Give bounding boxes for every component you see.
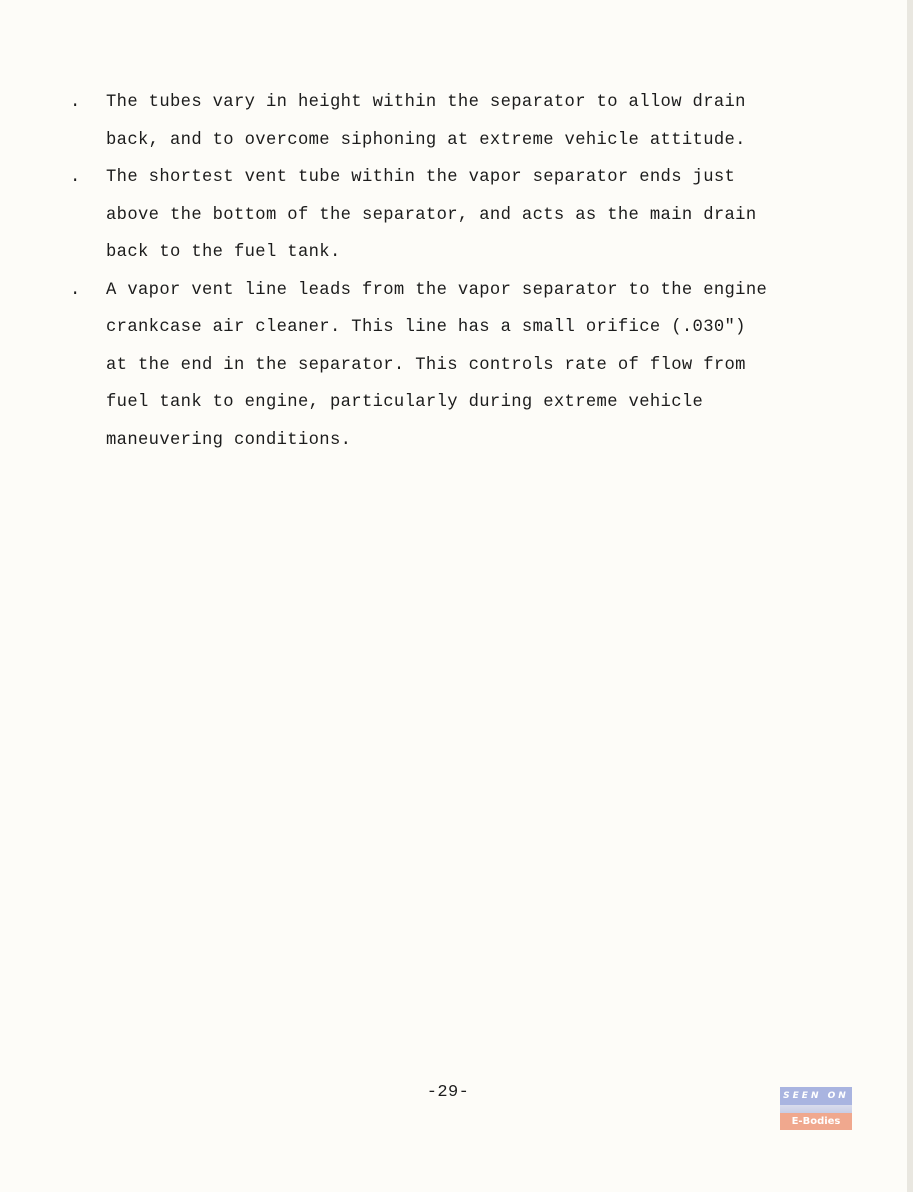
bullet-item xyxy=(70,159,850,272)
bullet-list xyxy=(70,84,850,459)
bullet-text: A vapor vent line leads from the vapor separator to the engine crankcase air cleaner. This line has a small orifice (.030") at the end in the separator. This controls rate of flow from fuel tank to engine, particularly during extreme vehicle maneuvering conditions. xyxy=(106,280,768,450)
page-number: -29- xyxy=(426,1083,470,1102)
bullet-item xyxy=(70,84,850,159)
page-right-edge xyxy=(907,0,913,1192)
watermark-top-text: SEEN ON xyxy=(780,1087,852,1105)
bullet-marker: . xyxy=(70,280,81,300)
bullet-marker: . xyxy=(70,168,81,187)
bullet-text: The shortest vent tube within the vapor separator ends just above the bottom of the separator, and acts as the main drain back to the fuel tank. xyxy=(106,168,757,262)
bullet-text: The tubes vary in height within the separator to allow drain back, and to overcome siphoning at extreme vehicle attitude. xyxy=(106,93,746,150)
watermark-band xyxy=(780,1105,852,1113)
bullet-marker: . xyxy=(70,93,81,112)
watermark-bottom-text: E-Bodies xyxy=(780,1113,852,1130)
watermark-logo xyxy=(780,1087,852,1131)
bullet-item xyxy=(70,272,850,460)
